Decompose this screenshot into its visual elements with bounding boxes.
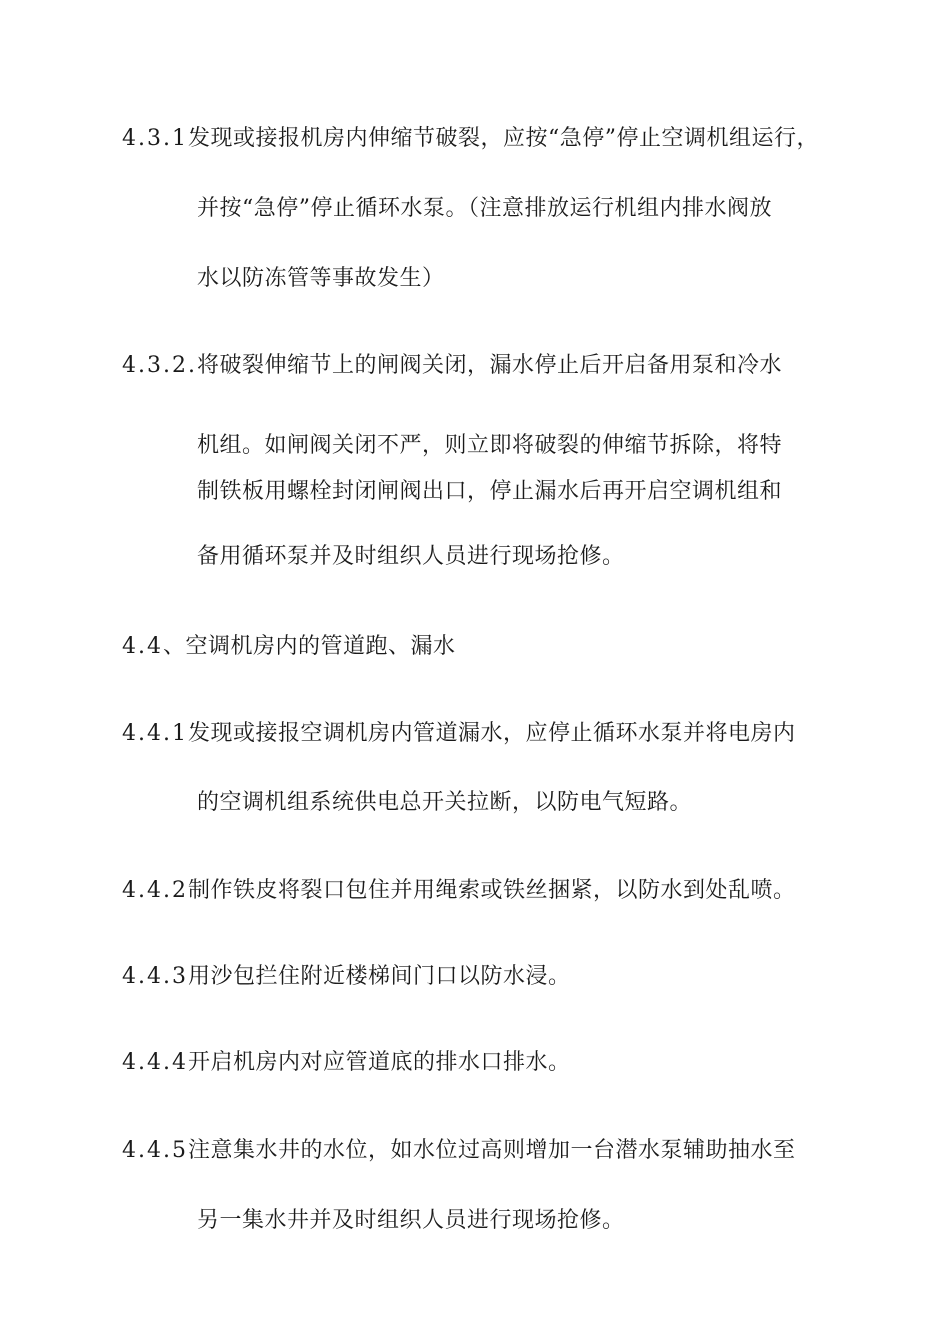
section-heading-4-4 [122,636,456,658]
section-number: 4.4 [122,634,163,659]
section-number: 4.3.2. [122,353,197,378]
paragraph-4-4-5-line-2 [197,1210,625,1232]
section-number: 4.3.1 [122,126,188,151]
paragraph-4-3-2-line-1 [122,355,782,377]
paragraph-4-3-2-line-2 [197,435,782,457]
paragraph-4-3-1-line-1 [122,128,819,150]
paragraph-text: 备用循环泵并及时组织人员进行现场抢修。 [197,544,625,569]
paragraph-text: 用沙包拦住附近楼梯间门口以防水浸。 [187,964,571,989]
paragraph-text: 并按“急停”停止循环水泵。（注意排放运行机组内排水阀放 [197,196,772,221]
paragraph-text: 机组。如闸阀关闭不严，则立即将破裂的伸缩节拆除，将特 [197,433,783,458]
paragraph-4-4-1-line-2 [197,792,692,814]
paragraph-text: 开启机房内对应管道底的排水口排水。 [187,1050,571,1075]
paragraph-4-3-1-line-3 [197,268,445,290]
paragraph-4-4-1-line-1 [122,723,796,745]
paragraph-4-4-3 [122,966,571,988]
paragraph-4-3-2-line-3 [197,481,782,503]
paragraph-text: 发现或接报空调机房内管道漏水，应停止循环水泵并将电房内 [187,721,796,746]
paragraph-text: 将破裂伸缩节上的闸阀关闭，漏水停止后开启备用泵和冷水 [196,353,782,378]
section-number: 4.4.4 [122,1050,188,1075]
paragraph-text: 注意集水井的水位，如水位过高则增加一台潜水泵辅助抽水至 [187,1138,796,1163]
paragraph-text: 的空调机组系统供电总开关拉断，以防电气短路。 [197,790,693,815]
section-number: 4.4.5 [122,1138,188,1163]
section-number: 4.4.1 [122,721,188,746]
paragraph-4-4-4 [122,1052,571,1074]
section-number: 4.4.2 [122,878,188,903]
paragraph-text: 制作铁皮将裂口包住并用绳索或铁丝捆紧，以防水到处乱喷。 [187,878,796,903]
paragraph-text: 另一集水井并及时组织人员进行现场抢修。 [197,1208,625,1233]
paragraph-4-4-5-line-1 [122,1140,796,1162]
paragraph-4-3-2-line-4 [197,546,625,568]
paragraph-4-3-1-line-2 [197,198,772,220]
paragraph-text: 发现或接报机房内伸缩节破裂，应按“急停”停止空调机组运行， [187,126,819,151]
paragraph-4-4-2 [122,880,796,902]
paragraph-text: 水以防冻管等事故发生） [197,266,445,291]
paragraph-text: 制铁板用螺栓封闭闸阀出口，停止漏水后再开启空调机组和 [197,479,783,504]
section-heading-text: 、空调机房内的管道跑、漏水 [163,634,456,659]
section-number: 4.4.3 [122,964,188,989]
